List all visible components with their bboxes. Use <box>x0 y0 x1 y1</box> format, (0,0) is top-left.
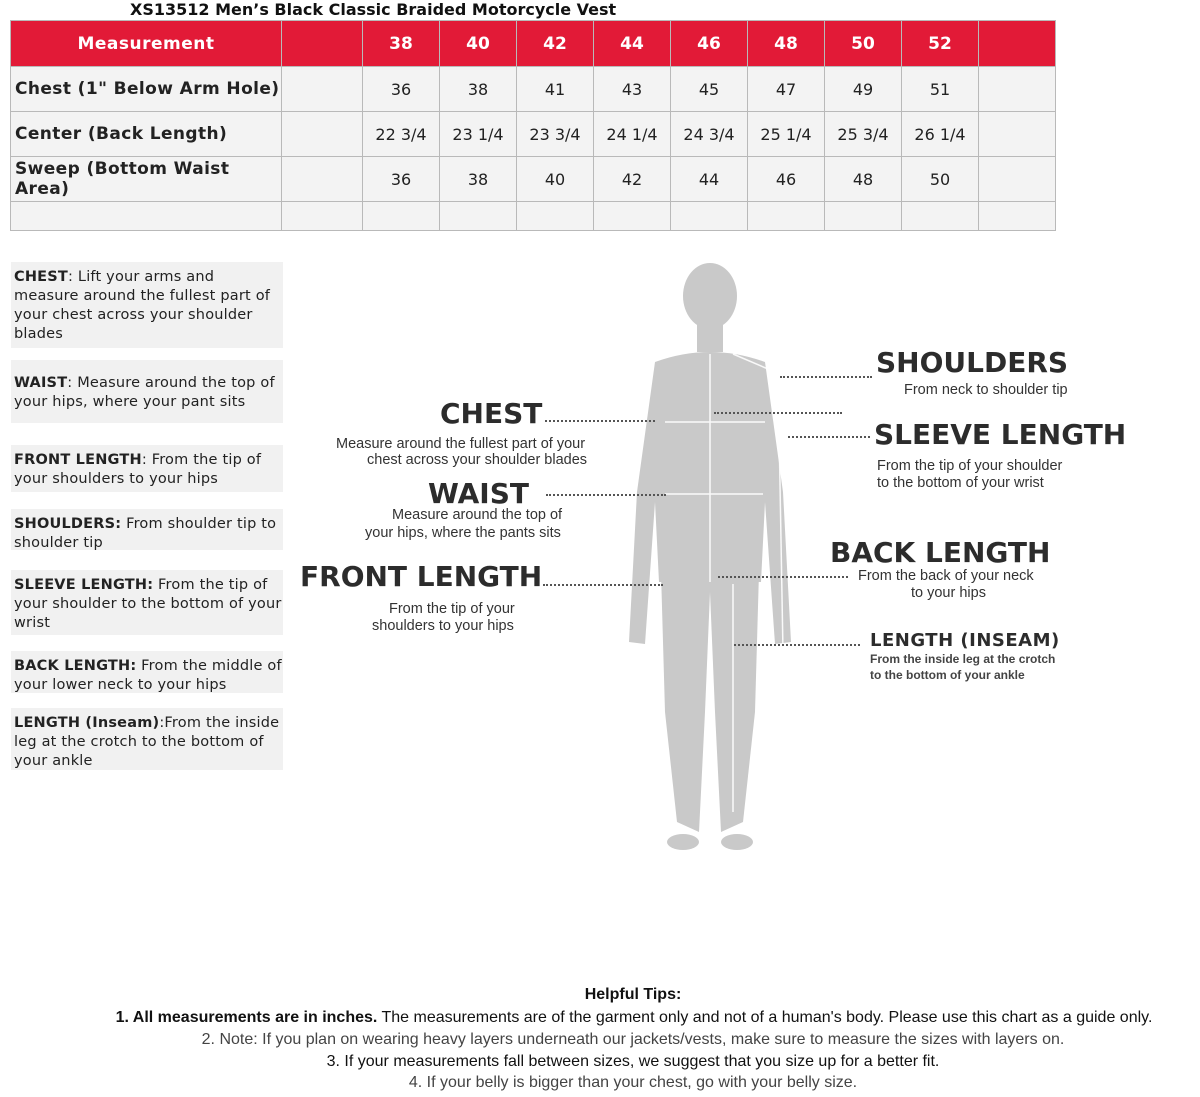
desc-shoulders <box>11 509 283 550</box>
table-cell <box>440 202 517 231</box>
front-length-leader <box>543 584 663 586</box>
desc-term: CHEST <box>14 269 69 285</box>
diagram-waist-title: WAIST <box>428 477 529 510</box>
table-cell <box>363 202 440 231</box>
table-cell: 50 <box>902 157 979 202</box>
table-cell <box>825 202 902 231</box>
desc-term: FRONT LENGTH <box>14 452 142 468</box>
table-row <box>11 67 1056 112</box>
header-size: 50 <box>825 21 902 67</box>
tips-heading: Helpful Tips: <box>584 986 682 1003</box>
header-size: 42 <box>517 21 594 67</box>
desc-term: BACK LENGTH: <box>14 658 137 674</box>
desc-chest <box>11 262 283 348</box>
table-cell: 38 <box>440 157 517 202</box>
table-cell <box>282 202 363 231</box>
diagram-shoulders-desc: From neck to shoulder tip <box>904 382 1068 398</box>
desc-text: : From the tip of your shoulders to your hips <box>14 452 262 487</box>
table-cell: 25 3/4 <box>825 112 902 157</box>
table-cell <box>517 202 594 231</box>
table-cell: 42 <box>594 157 671 202</box>
desc-text: :From the inside leg at the crotch to the bottom of your ankle <box>14 715 280 769</box>
row-label: Sweep (Bottom Waist Area) <box>11 157 282 202</box>
tip-2: 2. Note: If you plan on wearing heavy layers underneath our jackets/vests, make sure to measure the sizes with layers on. <box>201 1031 1065 1048</box>
header-size: 46 <box>671 21 748 67</box>
diagram-inseam-desc-1: From the inside leg at the crotch <box>870 652 1056 666</box>
diagram-sleeve-length-desc-2: to the bottom of your wrist <box>877 475 1044 491</box>
header-size: 52 <box>902 21 979 67</box>
desc-text: From the middle of your lower neck to your hips <box>14 658 282 693</box>
tip-1-text: The measurements are of the garment only and not of a human's body. Please use this chart as a guide only. <box>377 1009 1153 1026</box>
table-cell: 24 1/4 <box>594 112 671 157</box>
diagram-chest-desc-1: Measure around the fullest part of your <box>336 436 586 452</box>
table-row <box>11 112 1056 157</box>
diagram-sleeve-length-title: SLEEVE LENGTH <box>874 418 1127 451</box>
diagram-back-length-desc-1: From the back of your neck <box>858 568 1034 584</box>
header-measurement: Measurement <box>11 21 282 67</box>
table-cell: 48 <box>825 157 902 202</box>
table-cell: 23 3/4 <box>517 112 594 157</box>
diagram-front-length-title: FRONT LENGTH <box>300 560 543 593</box>
table-cell <box>979 112 1056 157</box>
size-chart-table <box>10 20 1056 231</box>
diagram-inseam-title: LENGTH (INSEAM) <box>870 630 1060 651</box>
diagram-front-length-desc-2: shoulders to your hips <box>372 618 514 634</box>
header-size: 48 <box>748 21 825 67</box>
table-cell <box>748 202 825 231</box>
diagram-back-length-desc-2: to your hips <box>911 585 986 601</box>
table-cell: 23 1/4 <box>440 112 517 157</box>
table-cell: 41 <box>517 67 594 112</box>
diagram-chest-desc-2: chest across your shoulder blades <box>367 452 588 468</box>
chest-leader <box>545 420 655 422</box>
diagram-waist-desc-2: your hips, where the pants sits <box>365 525 561 541</box>
page-title: XS13512 Men’s Black Classic Braided Motorcycle Vest <box>130 0 617 19</box>
table-cell <box>11 202 282 231</box>
table-cell: 49 <box>825 67 902 112</box>
diagram-chest-title: CHEST <box>440 397 543 430</box>
table-cell: 36 <box>363 67 440 112</box>
diagram-front-length-desc-1: From the tip of your <box>389 601 515 617</box>
row-label: Chest (1" Below Arm Hole) <box>11 67 282 112</box>
desc-sleeve-length <box>11 570 283 635</box>
waist-leader <box>546 494 666 496</box>
table-cell: 43 <box>594 67 671 112</box>
table-cell <box>282 67 363 112</box>
desc-inseam <box>11 708 283 770</box>
table-cell: 45 <box>671 67 748 112</box>
table-cell: 26 1/4 <box>902 112 979 157</box>
header-blank <box>282 21 363 67</box>
table-cell: 24 3/4 <box>671 112 748 157</box>
table-header-row <box>11 21 1056 67</box>
body-silhouette-figure <box>615 262 805 862</box>
table-cell: 47 <box>748 67 825 112</box>
inseam-leader <box>734 644 860 646</box>
tip-1 <box>34 1009 1200 1027</box>
diagram-waist-desc-1: Measure around the top of <box>392 507 563 523</box>
shoulders-leader <box>780 376 872 378</box>
table-cell: 22 3/4 <box>363 112 440 157</box>
table-cell <box>594 202 671 231</box>
table-cell <box>979 202 1056 231</box>
table-cell: 51 <box>902 67 979 112</box>
tip-1-bold: 1. All measurements are in inches. <box>115 1009 378 1026</box>
table-cell <box>671 202 748 231</box>
table-cell <box>902 202 979 231</box>
sleeve-length-leader <box>788 436 870 438</box>
chest-right-leader <box>714 412 842 414</box>
header-size: 38 <box>363 21 440 67</box>
table-cell: 44 <box>671 157 748 202</box>
desc-text: : Lift your arms and measure around the fullest part of your chest across your shoulder blades <box>14 269 271 342</box>
header-blank <box>979 21 1056 67</box>
table-cell: 38 <box>440 67 517 112</box>
table-cell: 36 <box>363 157 440 202</box>
desc-text: From the tip of your shoulder to the bottom of your wrist <box>14 577 282 631</box>
desc-term: LENGTH (Inseam) <box>14 715 160 731</box>
tip-3: 3. If your measurements fall between sizes, we suggest that you size up for a better fit. <box>326 1053 940 1070</box>
table-cell: 25 1/4 <box>748 112 825 157</box>
diagram-inseam-desc-2: to the bottom of your ankle <box>870 668 1025 682</box>
table-cell <box>979 157 1056 202</box>
desc-front-length <box>11 445 283 492</box>
diagram-sleeve-length-desc-1: From the tip of your shoulder <box>877 458 1063 474</box>
desc-waist <box>11 360 283 423</box>
table-row <box>11 157 1056 202</box>
desc-text: : Measure around the top of your hips, where your pant sits <box>14 375 275 410</box>
table-cell: 46 <box>748 157 825 202</box>
desc-back-length <box>11 651 283 693</box>
desc-term: WAIST <box>14 375 68 391</box>
table-row-empty <box>11 202 1056 231</box>
diagram-back-length-title: BACK LENGTH <box>830 536 1051 569</box>
tip-4: 4. If your belly is bigger than your chest, go with your belly size. <box>408 1074 858 1091</box>
row-label: Center (Back Length) <box>11 112 282 157</box>
table-cell <box>282 112 363 157</box>
desc-term: SHOULDERS: <box>14 516 122 532</box>
desc-term: SLEEVE LENGTH: <box>14 577 154 593</box>
back-length-leader <box>718 576 848 578</box>
header-size: 40 <box>440 21 517 67</box>
table-cell <box>979 67 1056 112</box>
header-size: 44 <box>594 21 671 67</box>
table-cell: 40 <box>517 157 594 202</box>
diagram-shoulders-title: SHOULDERS <box>876 346 1069 379</box>
table-cell <box>282 157 363 202</box>
desc-text: From shoulder tip to shoulder tip <box>14 516 277 550</box>
